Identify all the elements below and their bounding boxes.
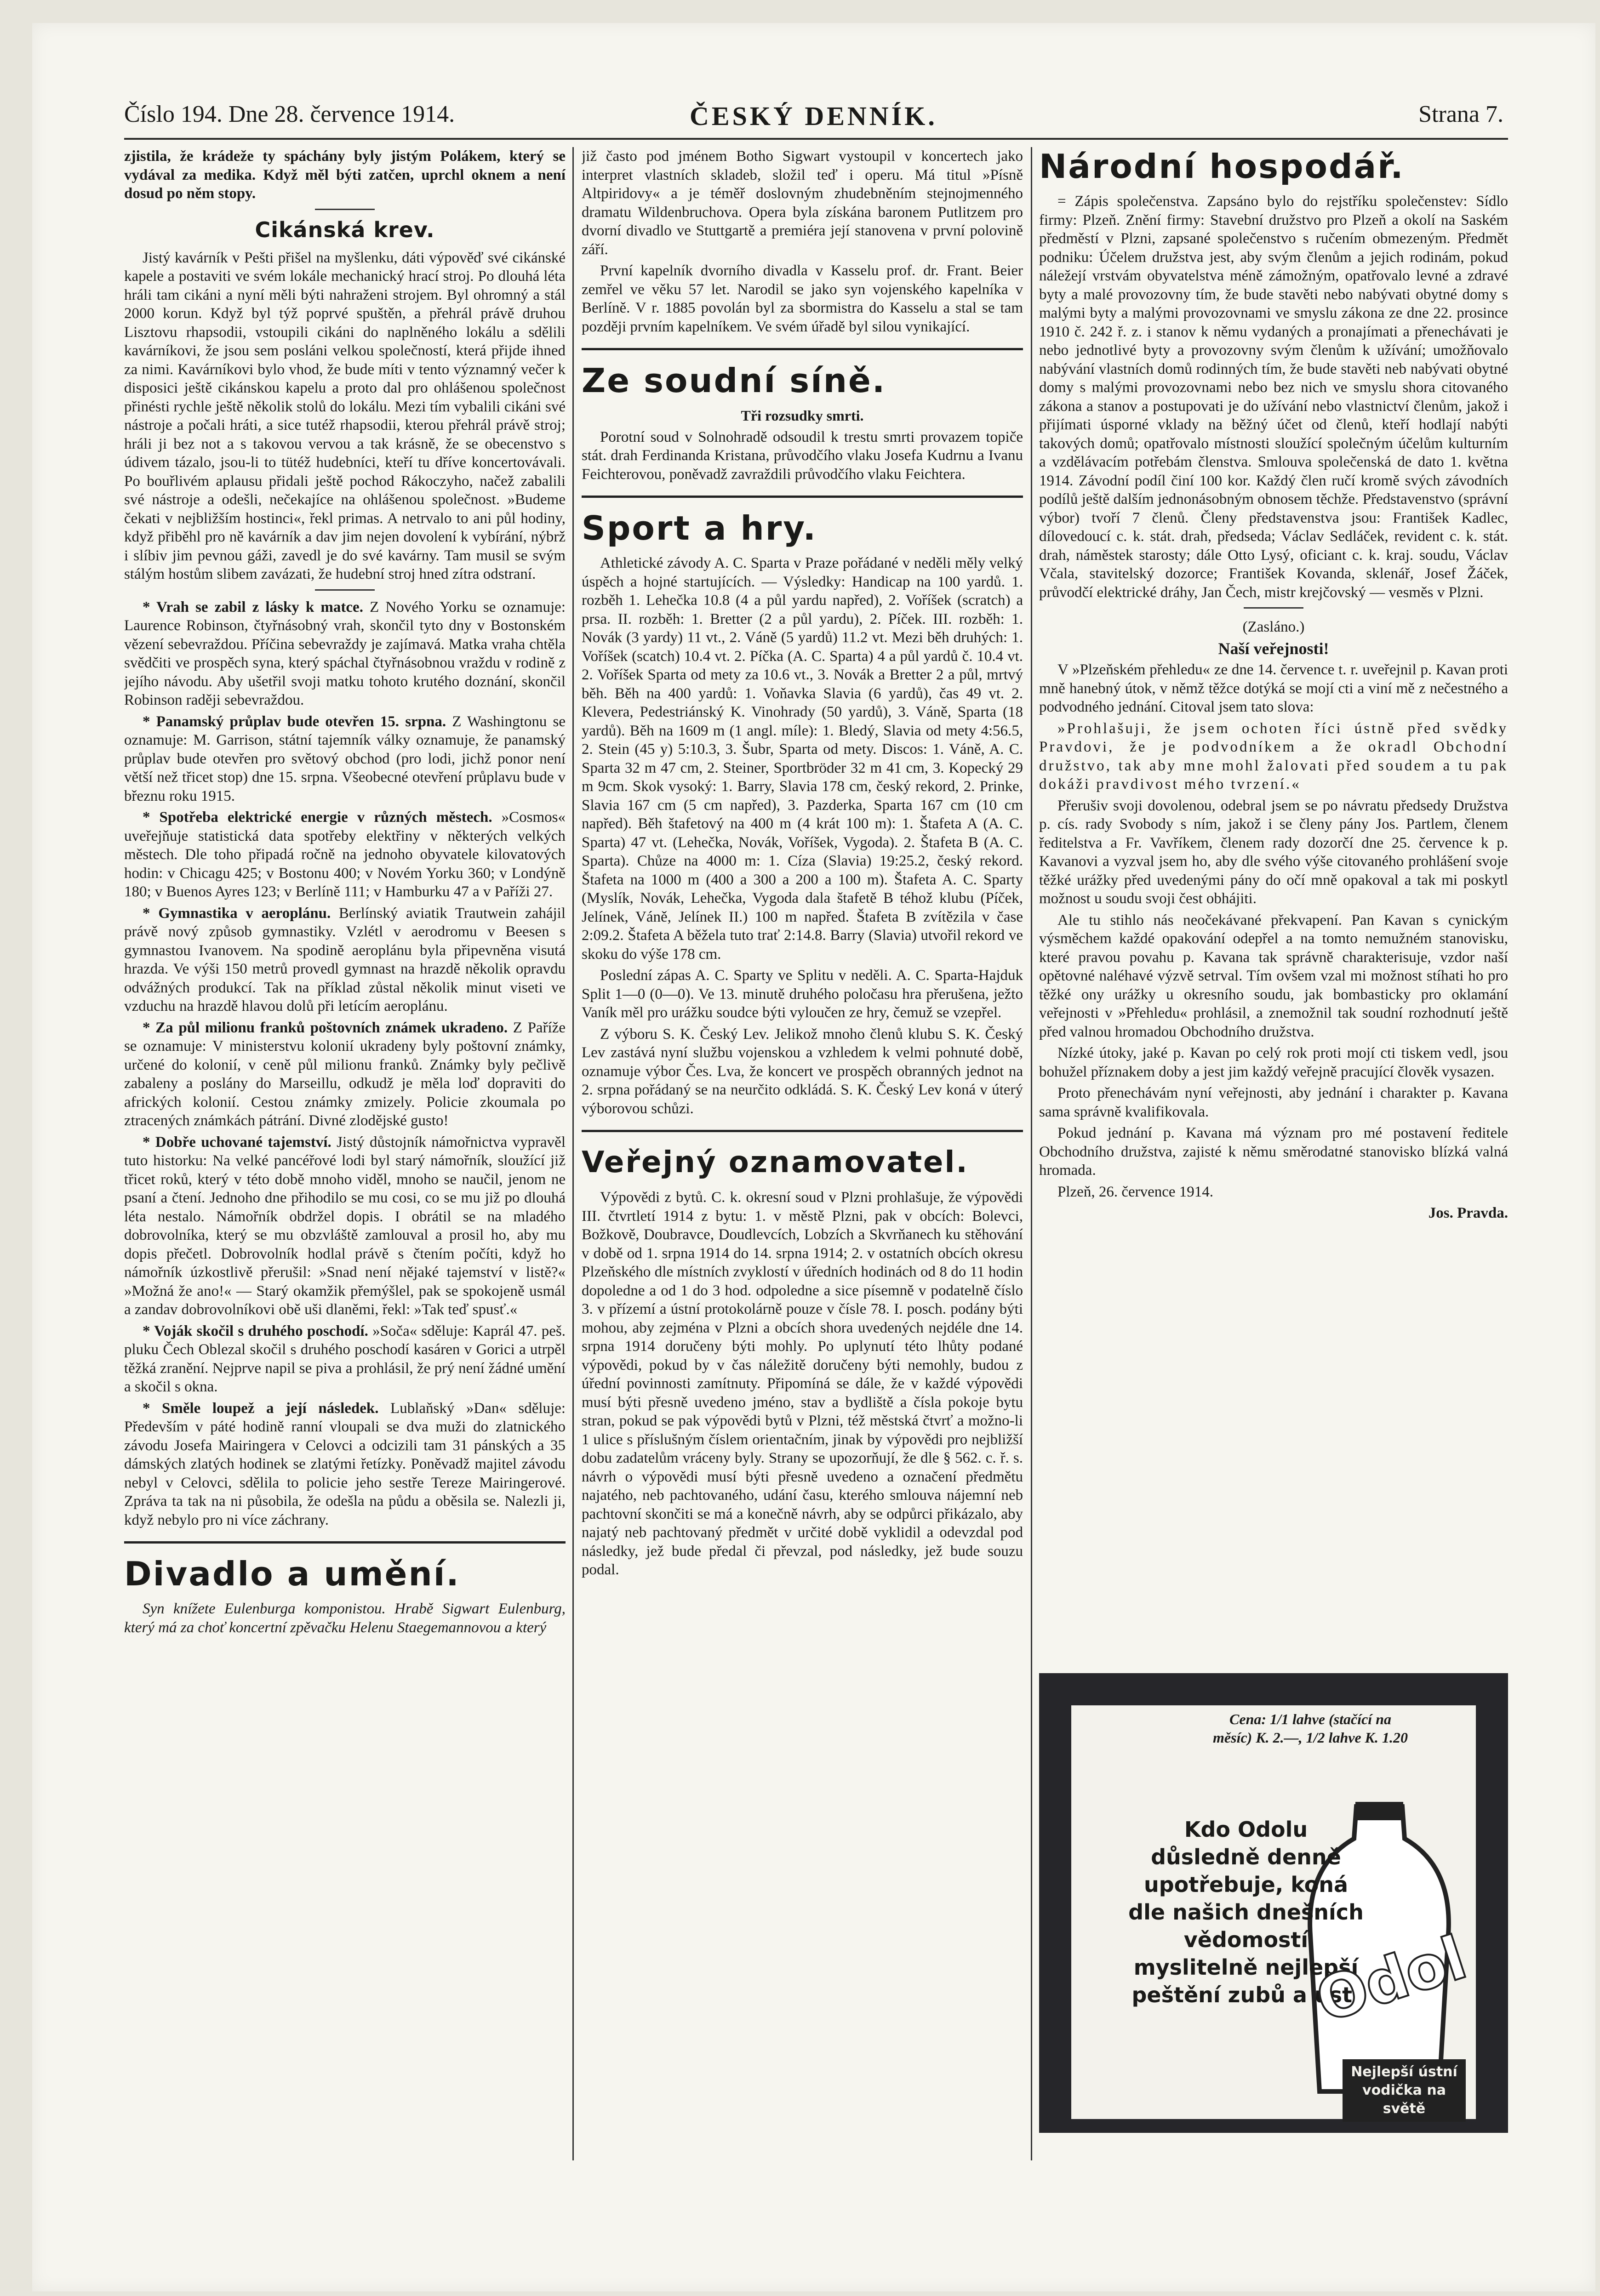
column-divider-2	[1031, 147, 1032, 2160]
section-rule	[582, 1130, 1023, 1132]
newspaper-page	[32, 23, 1595, 2291]
ad-slogan: Kdo Odolu důsledně denně upotřebuje, koná dle našich dnešních vědomostí myslitelně nejlepší peštění zubů a úst.	[1128, 1817, 1364, 2007]
column-1	[124, 147, 566, 2170]
section-rule	[124, 1541, 566, 1544]
kassel-article: První kapelník dvorního divadla v Kasselu prof. dr. Frant. Beier zemřel ve věku 57 let. Narodil se jako syn vojenského kapelníka v Berlíně. V r. 1885 povolán byl za sbormistra do Kasselu a stal se tam později prvním kapelníkem. Ve svém úřadě byl silou vynikající.	[582, 262, 1023, 335]
news-item-head: * Dobře uchované tajemství.	[143, 1134, 331, 1151]
column-divider-1	[572, 147, 574, 2160]
economy-article-text: = Zápis společenstva. Zapsáno bylo do rejstříku společenstev: Sídlo firmy: Plzeň. Znění firmy: Stavební družstvo pro Plzeň a okolí na Saském předměstí v Plzni, zapsané společenstvo s ručením obmezeným. Předmět podniku: Účelem družstva jest, aby svým členům a jejich rodinám, pokud náležejí vrstvám obyvatelstva méně zámožným, opatřovalo levné a zdravé byty a malé provozovny tím, že bude stavěti nebo nabývati obytné domy s malými byty a malými provozovnami ve smyslu zákona ze dne 22. prosince 1910 č. 242 ř. z. i stanov k němu vydaných a pronajímati a přenechávati je nebo jednotlivé byty a provozovny svým členům k užívání; umožňovalo nabývání vlastních domů rodinných tím, že bude stavěti neb nabývati obytné domy s malými provozovnami nebo bez nich ve smyslu shora citovaného zákona a stanov a postupovati je do užívání nebo vlastnictví členům, jakož i přijímati úsporné vklady na běžný účet od členů, kteří hodlají nabýti takových domů; opatřovalo místnosti sloužící společným účelům kulturním a vzdělávacím potřebám členstva. Smlouva společenská de dato 1. května 1914. Závodní podíl činí 100 kor. Každý člen ručí kromě svých závodních podílů ještě dalším jednonásobným obnosem těchže. Představenstvo (správní výbor) tvoří 7 členů. Členy představenstva jsou: František Kadlec, dílovedoucí c. k. stát. drah, předseda; Václav Sedláček, revident c. k. stát. drah, náměstek starosty; dále Otto Lysý, oficiant c. k. kraj. soudu, Václav Včala, stavitelský dozorce; František Kovanda, sklenář, Josef Žáček, průvodčí elektrické dráhy, Jan Čech, mistr krejčovský — vesměs v Plzni.	[1039, 193, 1508, 601]
public-notice-text: Výpovědi z bytů. C. k. okresní soud v Plzni prohlašuje, že výpovědi III. čtvrtletí 1914 z bytu: 1. v městě Plzni, pak v obcích: Bolevci, Božkově, Doubravce, Doudlevcích, Lobzích a Skvrňanech ku stěhování v době od 1. srpna 1914 do 14. srpna 1914; 2. v ostatních obcích okresu Plzeňského dle místních zvyklostí v úředních hodinách od 8 do 11 hodin dopoledne a od 1 do 3 hod. odpoledne a sice písemně v podatelně číslo 3. v přízemí a ústní protokolárně pouze v čísle 78. I. posch. podány býti mohou, aby zejména v Plzni a obcích shora uvedených nejdéle dne 14. srpna 1914 doručeny býti mohly. Po uplynutí této lhůty podané výpovědi, pokud by v čas náležitě doručeny býti nemohly, budou z úřední povinnosti zamítnuty. Připomíná se dále, že v každé výpovědi musí býti přesně uvedeno jméno, stav a bydliště a čísla pokoje bytu stran, pokud se pak výpovědi bytů v Plzni, též městská čtvrť a možno-li 1 ulice s příslušným číslem orientačním, jinak by výpovědi pro nejbližší dobu zadatelům vráceny byly. Strany se upozorňují, že dle § 562. c. ř. s. návrh o výpovědi musí býti přesně uvedeno a označení předmětu najatého, neb pachtovaného, udání času, kterého smlouva nájemní neb pachtovní skončiti se má a konečně návrh, aby se odpůrci přikázalo, aby najatý neb pachtovaný předmět v určité době vyklidil a odevzdal pod následky, jež bude předal či převzal, pod následky, jež bude souzu podal.	[582, 1189, 1023, 1578]
news-item-head: * Gymnastika v aeroplánu.	[143, 905, 331, 922]
ad-price: Cena: 1/1 lahve (stačící na měsíc) K. 2.—, 1/2 lahve K. 1.20	[1213, 1711, 1408, 1746]
intro-paragraph: zjistila, že krádeže ty spáchány byly jistým Polákem, který se vydával za medika. Když měl býti zatčen, uprchl oknem a není dosud po něm stopy.	[124, 148, 566, 202]
column-2	[582, 147, 1023, 2170]
sent-paragraph: Pokud jednání p. Kavana má význam pro mé postavení ředitele Obchodního družstva, zajisté k němu směrodatné stanovisko blízká valná hromada.	[1039, 1125, 1508, 1179]
news-item-body: Lublaňský »Dan« sděluje: Především v páté hodině ranní vloupali se dva muži do zlatnického závodu Josefa Mairingera v Celovci a odcizili tam 31 pánských a 35 dámských zlatých hodinek se zlatými řetízky. Poněvadž majitel závodu nebyl v Celovci, sdělila to policie jeho sestře Tereze Mairingerové. Zpráva ta tak na ni působila, že odešla na půdu a oběsila se. Nalezli ji, když nebylo pro ni více záchrany.	[124, 1400, 566, 1528]
news-item	[124, 808, 566, 901]
sport-athletics-text: Athletické závody A. C. Sparta v Praze pořádané v neděli měly velký úspěch a hojné startujících. — Výsledky: Handicap na 100 yardů. 1. rozběh 1. Lehečka 10.8 (4 a půl yardu napřed), 2. Voříšek (scratch) a prsa. II. rozběh: 1. Bretter (2 a půl yardu), 2. Píček. III. rozběh: 1. Novák (3 yardy) 11 vt., 2. Váně (5 yardů) 11.2 vt. Mezi běh druhých: 1. Voříšek (scatch) 10.4 vt. 2. Píčka (A. C. Sparta) 4 a půl yardů č. 10.4 vt. 2. Voříšek Sparta od mety za 10.6 vt., 3. Novák a Bretter 2 a půl, mrtvý běh. Běh na 400 yardů: 1. Voňavka Slavia (6 yardů), čas 49 vt. 2. Klevera, Pedestriánský K. Vinohrady (50 yardů), 3. Váně, Sparta (18 yardů). Běh na 1609 m (1 angl. míle): 1. Bledý, Slavia od mety 4:56.5, 2. Stein (45 y) 5:10.3, 3. Šubr, Sparta od mety. Discos: 1. Váně, A. C. Sparta 32 m 47 cm, 2. Steiner, Sportbröder 32 m 41 cm, 3. Kopecký 29 m 9cm. Skok vysoký: 1. Barry, Slavia 178 cm, český rekord, 2. Prinke, Slavia 167 cm (5 cm napřed), 3. Pazderka, Sparta 167 cm (10 cm napřed). Běh štafetový na 400 m (4 krát 100 m): 1. Štafeta A (A. C. Sparta) 47 vt. (Lehečka, Novák, Voříšek, Vygoda). 2. Štafeta B (A. C. Sparta). Chůze na 4000 m: 1. Cíza (Slavia) 19:25.2, český rekord. Štafeta na 1000 m (400 a 300 a 200 a 100 m). Štafeta A. C. Sparty (Myslík, Novák, Lehečka, Vygoda dala štafetě B téhož klubu (Píček, Jelínek, Váně, Jelínek II.) 100 m napřed. Štafeta B zvítězila v čase 2:09.2. Štafeta A běžela tuto trať 2:14.8. Barry (Slavia) utvořil rekord ve skoku do výše 178 cm.	[582, 555, 1023, 963]
page-header	[124, 94, 1503, 136]
public-notice-section-title: Veřejný oznamovatel.	[582, 1145, 969, 1179]
news-item-body: Z Paříže se oznamuje: V ministerstvu kolonií ukradeny byly poštovní známky, určené do kolonií, v ceně půl milionu franků. Známky byly pečlivě zabaleny a poslány do Marseillu, odkudž je měla loď dopraviti do afrických kolonií. Cestou známky zmizely. Policie zkoumala po ztracených známkách pátrání. Divné zlodějské gusto!	[124, 1019, 566, 1129]
news-item-body: Z Nového Yorku se oznamuje: Laurence Robinson, čtyřnásobný vrah, skončil tyto dny v Bostonském vězení sebevraždou. Příčina sebevraždy je zajímavá. Matka vraha chtěla svědčiti ve prospěch syna, který spáchal čtyřnásobnou vraždu v rodině z jejího návodu. Aby ušetřil svoji matku tohoto krutého doznání, skončil Robinson raději sebevraždou.	[124, 598, 566, 708]
news-item	[124, 598, 566, 710]
news-item	[124, 712, 566, 806]
section-rule	[582, 348, 1023, 350]
news-item-body: Jistý důstojník námořnictva vypravěl tuto historku: Na velké pancéřové lodi byl starý námořník, sloužící již třicet roků, který v této době mnoho viděl, mnoho se naučil, jenom ne psaní a čtení. Jednoho dne přihodilo se mu cosi, co se mu již po dlouhá léta nestalo. Námořník obdržel dopis. I obrátil se na mladého dobrovolníka, který se mu obzvláště zamlouval a prosil ho, aby mu dopis přečetl. Dobrovolník hodlal právě s čtením počíti, když ho námořník úzkostlivě přerušil: »Snad není nějaké tajemství v listě?« »Možná že ano!« — Starý okamžik přemýšlel, pak se spokojeně usmál a zandav dobrovolníkovi obě uši dlaněmi, řekl: »Tak teď spusť.«	[124, 1134, 566, 1318]
news-item-head: * Panamský průplav bude otevřen 15. srpna.	[143, 713, 446, 730]
sent-paragraph: V »Plzeňském přehledu« ze dne 14. července t. r. uveřejnil p. Kavan proti mně hanebný útok, v němž těžce dotýká se mojí cti a viní mě z nečestného a podvodného jednání. Citoval jsem tato slova:	[1039, 661, 1508, 715]
separator	[1244, 607, 1303, 609]
sent-paragraph: Nízké útoky, jaké p. Kavan po celý rok proti mojí cti tiskem vedl, jsou bohužel příznakem doby a jest jim každý veřejně pracující člověk vysazen.	[1039, 1045, 1508, 1080]
news-item	[124, 904, 566, 1016]
sent-paragraph: Přerušiv svoji dovolenou, odebral jsem se po návratu předsedy Družstva p. cís. rady Svobody s ním, jakož i se členy pány Jos. Partlem, členem ředitelstva a Fr. Vavříkem, členem rady dozorčí dne 25. července k p. Kavanovi a vyzval jsem ho, aby dle svého výše citovaného prohlášení svoje těžké urážky před uvedenými pány do očí mně opakoval a tak mi poskytl možnost u soudu svoji čest obhájiti.	[1039, 797, 1508, 907]
news-item	[124, 1399, 566, 1530]
news-item-body: Z Washingtonu se oznamuje: M. Garrison, státní tajemník války oznamuje, že panamský průplav bude otevřen pro světový obchod (pro lodi, jichž ponor není větší než třicet stop) dne 15. srpna. Všeobecné otevření průplavu bude v březnu roku 1915.	[124, 713, 566, 804]
court-section-title: Ze soudní síně.	[582, 361, 886, 400]
sport-section-title: Sport a hry.	[582, 509, 817, 547]
section-rule	[582, 496, 1023, 498]
sport-match-text: Poslední zápas A. C. Sparty ve Splitu v neděli. A. C. Sparta-Hajduk Split 1—0 (0—0). Ve 13. minutě druhého poločasu hra přerušena, ježto Vaník měl pro urážku soudce býti vyloučen ze hry, čemuž se vzepřel.	[582, 967, 1023, 1021]
column-3	[1039, 147, 1508, 2170]
theatre-article-text: Syn knížete Eulenburga komponistou. Hrabě Sigwart Eulenburg, který má za choť koncertní zpěvačku Helenu Staegemannovou a který	[124, 1601, 566, 1636]
ad-tagline: Nejlepší ústní vodička na světě	[1343, 2059, 1466, 2122]
sent-paragraph: Proto přenechávám nyní veřejnosti, aby jednání i charakter p. Kavana sama správně kvalifikovala.	[1039, 1085, 1508, 1120]
sent-signature: Jos. Pravda.	[1428, 1205, 1508, 1221]
newspaper-title: ČESKÝ DENNÍK.	[690, 101, 937, 131]
issue-date: Číslo 194. Dne 28. července 1914.	[124, 101, 455, 127]
news-item-head: * Vrah se zabil z lásky k matce.	[143, 598, 363, 615]
news-item-body: Berlínský aviatik Trautwein zahájil právě nový způsob gymnastiky. Vzlétl v aerodromu v Beesen s gymnastou Ivanovem. Na spodině aeroplánu byla připevněna visutá hrazda. Ve výši 150 metrů provedl gymnast na hrazdě několik opravdu odvážných produkcí. Tak na příklad zůstal několik minut viseti ve vzduchu na hrazdě hlavou dolů při letícím aeroplánu.	[124, 905, 566, 1014]
ad-brand-logo: Odol	[1308, 1922, 1474, 2036]
economy-section-title: Národní hospodář.	[1039, 147, 1405, 186]
sent-label: (Zasláno.)	[1242, 619, 1305, 635]
news-item	[124, 1322, 566, 1396]
court-article-text: Porotní soud v Solnohradě odsoudil k trestu smrti provazem topiče stát. drah Ferdinanda Kristana, průvodčího vlaku Josefa Kudrnu a Ivanu Feichterovou, poněvadž zavraždili průvodčího vlaku Feichtera.	[582, 428, 1023, 483]
sent-place-date: Plzeň, 26. července 1914.	[1057, 1183, 1214, 1200]
court-subtitle: Tři rozsudky smrti.	[741, 407, 864, 424]
header-rule	[124, 138, 1508, 140]
page-number: Strana 7.	[1418, 101, 1503, 127]
separator	[315, 209, 375, 210]
theatre-section-title: Divadlo a umění.	[124, 1555, 460, 1593]
separator	[315, 589, 375, 591]
sent-quote: »Prohlašuji, že jsem ochoten říci ústně před svědky Pravdovi, že je podvodníkem a že okradl Obchodní družstvo, tak aby mne mohl žalovati před soudem a tu pak dokáži pravdivost mého tvrzení.«	[1039, 720, 1508, 792]
ad-panel	[1071, 1705, 1476, 2119]
sent-paragraph: Ale tu stihlo nás neočekávané překvapení. Pan Kavan s cynickým výsměchem každé opakování odepřel a na tomto nemužném stanovisku, které pravou povahu p. Kavana tak správně charakterisuje, vzdor naší opětovné naléhavé výzvě setrval. Tím ovšem vzal mi možnost stíhati ho pro těžké ony urážky u okresního soudu, jak bombasticky pro oklamání veřejnosti v »Přehledu« prohlásil, a znemožnil tak soudní rozhodnutí ještě před valnou hromadou Obchodního družstva.	[1039, 912, 1508, 1040]
gypsy-article-text: Jistý kavárník v Pešti přišel na myšlenku, dáti výpověď své cikánské kapele a postaviti ve svém lokále mechanický hrací stroj. Po dlouhá léta hráli tam cikáni a nyní měli býti nahraženi strojem. Byl ohromný a stál 2000 korun. Když byl týž poprvé spuštěn, a přehrál právě druhou Lisztovu rhapsodii, vstoupili cikáni do naplněného lokálu a sdělili kavárníkovi, že jsou sem posláni velkou společností, která přijde ihned za nimi. Kavárníkovi bylo vhod, že bude míti v tento významný večer k disposici ještě cikánskou kapelu a proto dal pro ohlášenou společnost přinésti rychle ještě několik stolů do lokálu. Mezi tím vybalili cikáni své nástroje a počali hráti, a sice tutéž rhapsodii, kterou přehrál právě stroj; hráli ji bez not a s takovou vervou a tak krásně, že se obecenstvo s údivem tázalo, jsou-li to tütéž hudebníci, kteří tu dříve koncertovávali. Po bouřlivém aplausu přidali ještě pochod Rákoczyho, načež zabalili své nástroje a odešli, nečekajíce na ohlášenou společnost. »Budeme čekati v nejbližším hostinci«, řekl primas. A netrvalo to ani půl hodiny, když přiběhl pro ně kavárník a dav jim nejen dovolení k vybírání, nýbrž i slíbiv jim pevnou gáži, zavedl je do své kavárny. Tam musil se svým stálým hostům slibem zavázati, že hudební stroj hned zítra odstraní.	[124, 249, 566, 582]
sent-title: Naší veřejnosti!	[1218, 639, 1329, 658]
news-item	[124, 1133, 566, 1319]
news-item-head: * Voják skočil s druhého poschodí.	[143, 1322, 368, 1339]
news-item	[124, 1019, 566, 1130]
news-item-head: * Spotřeba elektrické energie v různých městech.	[143, 809, 492, 826]
odol-advertisement	[1039, 1673, 1508, 2133]
news-item-head: * Směle loupež a její následek.	[143, 1400, 379, 1417]
news-item-head: * Za půl milionu franků poštovních známek ukradeno.	[143, 1019, 508, 1036]
opera-article-continuation: již často pod jménem Botho Sigwart vystoupil v koncertech jako interpret vlastních skladeb, složil teď i operu. Má titul »Písně Altpiridovy« a je téměř doslovným zhudebněním stejnojmenného dramatu Wildenbruchova. Opera byla získána baronem Putlitzem pro dvorní divadlo ve Stuttgartě a premiéra její stanovena v první polovině září.	[582, 148, 1023, 258]
gypsy-article-title: Cikánská krev.	[255, 217, 435, 242]
news-item-body: »Soča« sděluje: Kaprál 47. peš. pluku Čech Oblezal skočil s druhého poschodí kasáren v Gorici a utrpěl těžká zranění. Nejprve napil se piva a prohlásil, že prý není žádné umění a skočil s okna.	[124, 1322, 566, 1395]
sport-club-text: Z výboru S. K. Český Lev. Jelikož mnoho členů klubu S. K. Český Lev zastává nyní službu vojenskou a vzhledem k velmi pohnuté době, oznamuje výbor Čes. Lva, že koncert ve prospěch obranných jednot na 2. srpna pořádaný se na neurčito odkládá. S. K. Český Lev koná v úterý výborovou schůzi.	[582, 1026, 1023, 1117]
news-item-body: »Cosmos« uveřejňuje statistická data spotřeby elektřiny v některých velkých městech. Dle toho připadá ročně na jednoho obyvatele kilovatových hodin: v Chicagu 425; v Bostonu 400; v Novém Yorku 360; v Londýně 180; v Buenos Ayres 123; v Berlíně 111; v Hamburku 47 a v Paříži 27.	[124, 809, 566, 900]
